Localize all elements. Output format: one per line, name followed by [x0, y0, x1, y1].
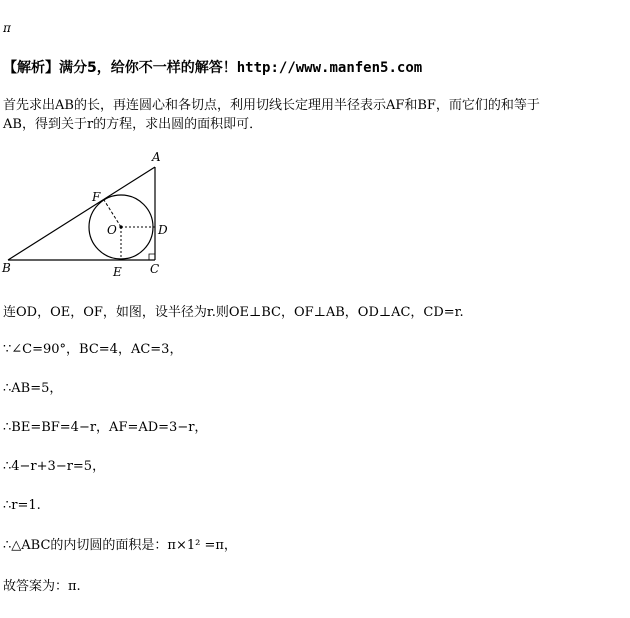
solution-line-3: ∴AB=5， [3, 381, 63, 396]
right-angle-mark [149, 254, 155, 260]
solution-line-6: ∴r=1. [3, 498, 41, 513]
center-dot [119, 225, 122, 228]
top-pi-symbol: π [3, 21, 11, 35]
analysis-heading [3, 60, 422, 77]
solution-line-2: ∵∠C=90°，BC=4，AC=3， [3, 342, 183, 357]
label-a: A [152, 150, 161, 164]
intro-line-1: 首先求出AB的长，再连圆心和各切点，利用切线长定理用半径表示AF和BF，而它们的和等于 [3, 98, 540, 113]
label-b: B [2, 261, 11, 275]
label-e: E [113, 265, 122, 278]
label-o: O [107, 223, 117, 237]
label-f: F [92, 190, 101, 204]
side-ba [8, 167, 155, 260]
solution-line-4: ∴BE=BF=4−r，AF=AD=3−r， [3, 420, 208, 435]
label-d: D [158, 223, 168, 237]
intro-line-2: AB，得到关于r的方程，求出圆的面积即可． [3, 117, 263, 132]
label-c: C [150, 262, 160, 276]
solution-line-8: 故答案为：π. [3, 579, 81, 594]
solution-line-1: 连OD，OE，OF，如图，设半径为r.则OE⊥BC，OF⊥AB，OD⊥AC，CD=r. [3, 305, 464, 320]
solution-line-7: ∴△ABC的内切圆的面积是：π×1² =π， [3, 538, 237, 553]
solution-line-5: ∴4−r+3−r=5， [3, 459, 106, 474]
site-link[interactable]: http://www.manfen5.com [236, 60, 423, 76]
triangle-incircle-figure [0, 148, 200, 278]
analysis-heading-text: 【解析】满分5，给你不一样的解答！ [3, 60, 237, 76]
